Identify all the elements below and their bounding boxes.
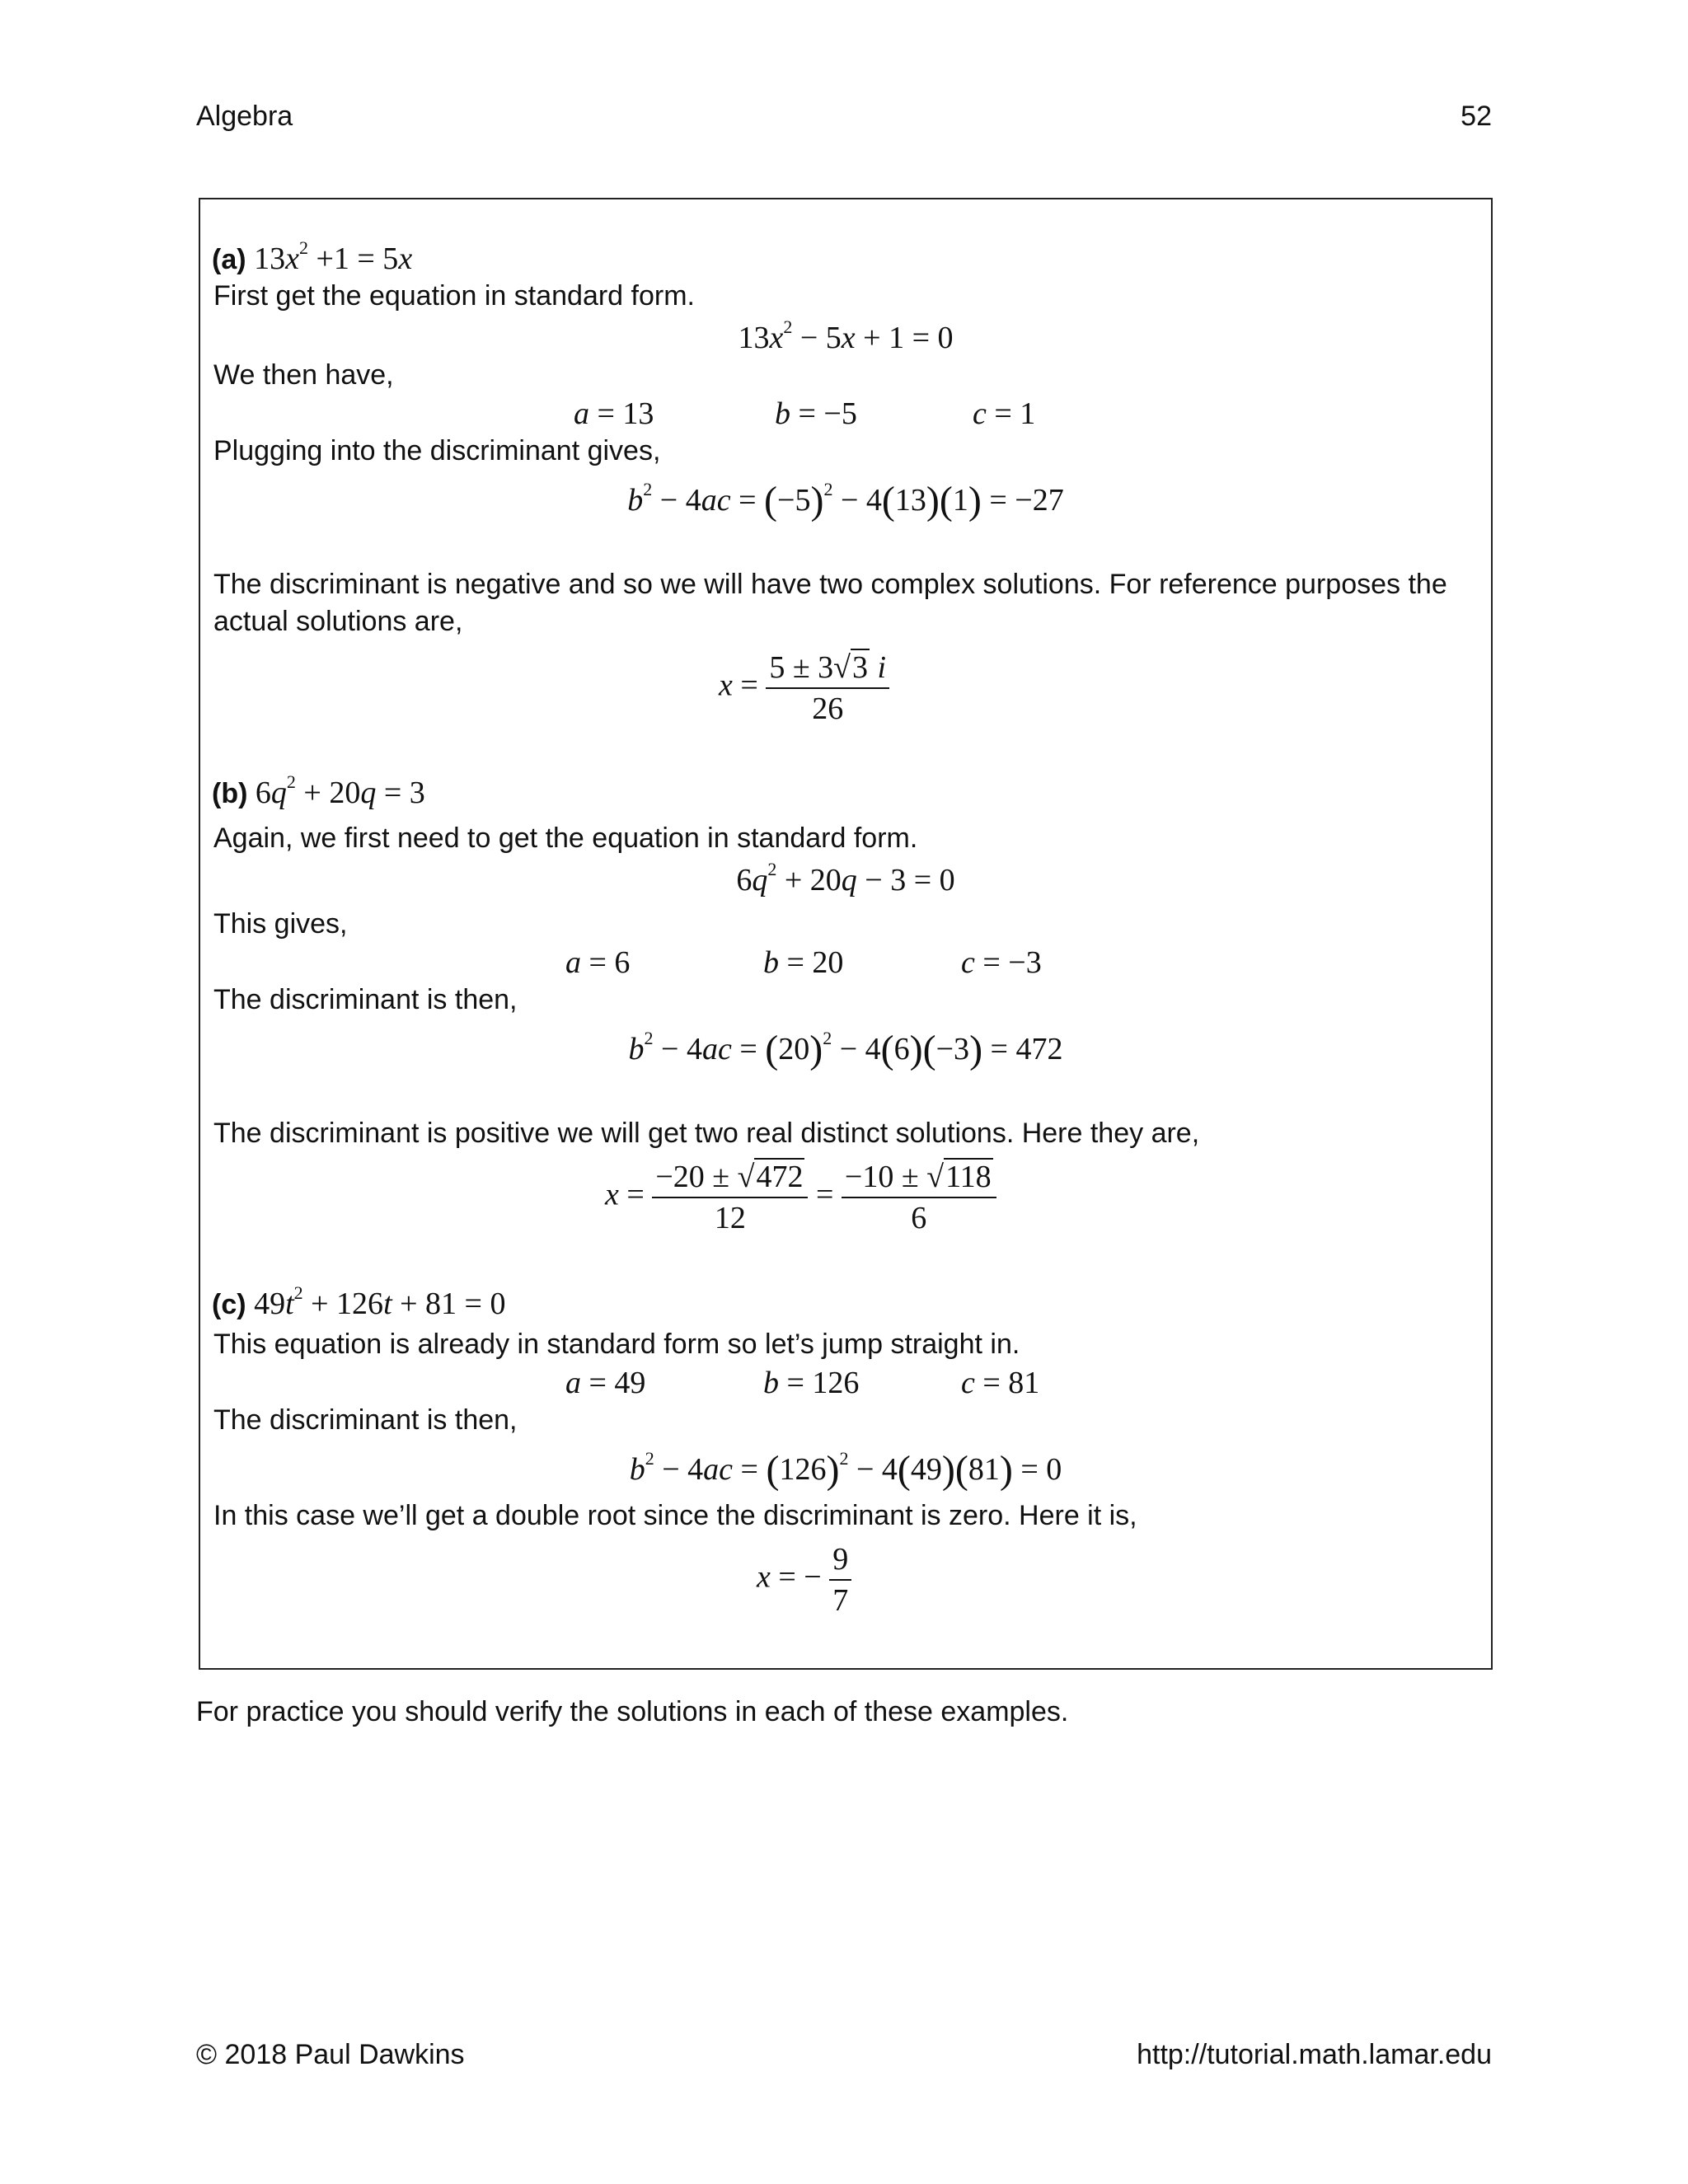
running-header-title: Algebra [196, 101, 293, 132]
part-b-solution-fraction-1 [652, 1159, 808, 1236]
part-b-coef-a: a = 6 [565, 945, 631, 980]
part-a-step2-text: We then have, [213, 359, 394, 391]
part-a-coef-b: b = −5 [775, 396, 857, 431]
part-b-solution-denominator-1: 12 [714, 1201, 746, 1235]
part-b-standard-form: $6q^2 + 20q - 3 = 0$ [736, 859, 955, 898]
part-b-coef-b: b = 20 [763, 945, 844, 980]
part-c-solution: x = − $\frac{9}{7}$ [757, 1541, 851, 1619]
part-b-label: (b) [212, 778, 248, 809]
part-b-conclusion: The discriminant is positive we will get two real distinct solutions. Here they are, [213, 1118, 1200, 1149]
part-a-discriminant: $b^2 - 4ac = (-5)^2 - 4(13)(1) = -27$ [627, 479, 1064, 523]
footer-url-link[interactable]: http://tutorial.math.lamar.edu [1137, 2039, 1492, 2070]
part-a-solution: x = $\frac{5 \pm 3√3 i}{26}$ [719, 649, 889, 727]
part-b-solution-numerator-2: −10 ± √118 [842, 1159, 996, 1198]
part-b-step2-text: This gives, [213, 908, 348, 940]
part-c-step1-text: This equation is already in standard form so let’s jump straight in. [213, 1329, 1020, 1360]
part-c-solution-fraction [829, 1541, 851, 1619]
part-c-solution-numerator: 9 [829, 1541, 851, 1581]
part-a-solution-numerator: 5 ± 3√3 i [766, 649, 889, 689]
practice-note: For practice you should verify the solutions in each of these examples. [196, 1696, 1069, 1727]
part-c-discriminant: $b^2 - 4ac = (126)^2 - 4(49)(81) = 0$ [629, 1448, 1062, 1492]
part-c-coef-b: b = 126 [763, 1366, 860, 1400]
part-b-step3-text: The discriminant is then, [213, 984, 518, 1015]
part-a-standard-form: $13x^2 - 5x + 1 = 0$ [738, 316, 954, 355]
part-b-solution-numerator-1: −20 ± √472 [652, 1159, 808, 1198]
part-c-step2-text: The discriminant is then, [213, 1404, 518, 1436]
part-a-coef-c: c = 1 [973, 396, 1036, 431]
part-c-coef-c: c = 81 [961, 1366, 1040, 1400]
part-a-solution-fraction [766, 649, 889, 727]
part-b-solution-denominator-2: 6 [911, 1201, 927, 1235]
part-b-heading [212, 771, 425, 811]
page-number: 52 [1461, 101, 1492, 132]
part-c-coef-a: a = 49 [565, 1366, 646, 1400]
part-b-discriminant: $b^2 - 4ac = (20)^2 - 4(6)(-3) = 472$ [628, 1028, 1063, 1071]
part-b-step1-text: Again, we first need to get the equation in standard form. [213, 823, 918, 854]
footer-copyright: © 2018 Paul Dawkins [196, 2039, 465, 2070]
part-a-heading [212, 237, 413, 277]
part-b-equation: $6q^2 + 20q = 3$ [255, 771, 425, 810]
part-c-label: (c) [212, 1289, 246, 1320]
part-a-coef-a: a = 13 [574, 396, 654, 431]
part-b-solution-fraction-2 [842, 1159, 996, 1236]
part-a-conclusion-line2: actual solutions are, [213, 606, 463, 637]
part-a-step3-text: Plugging into the discriminant gives, [213, 435, 661, 466]
part-a-step1-text: First get the equation in standard form. [213, 280, 695, 312]
part-b-coef-c: c = −3 [961, 945, 1042, 980]
part-c-heading [212, 1282, 506, 1322]
part-c-solution-denominator: 7 [832, 1583, 849, 1618]
part-a-equation: $13x^2 +1 = 5x$ [254, 237, 413, 276]
part-a-label: (a) [212, 244, 246, 275]
part-c-conclusion: In this case we’ll get a double root since the discriminant is zero. Here it is, [213, 1500, 1137, 1531]
part-a-conclusion-line1: The discriminant is negative and so we will have two complex solutions. For reference purposes the [213, 569, 1447, 600]
part-c-equation: $49t^2 + 126t + 81 = 0$ [254, 1282, 506, 1321]
part-b-solution: x = $\frac{-20 \pm √472}{12}$ = $\frac{-10 \pm √118}{6}$ [605, 1159, 996, 1236]
part-a-solution-denominator: 26 [812, 691, 844, 726]
